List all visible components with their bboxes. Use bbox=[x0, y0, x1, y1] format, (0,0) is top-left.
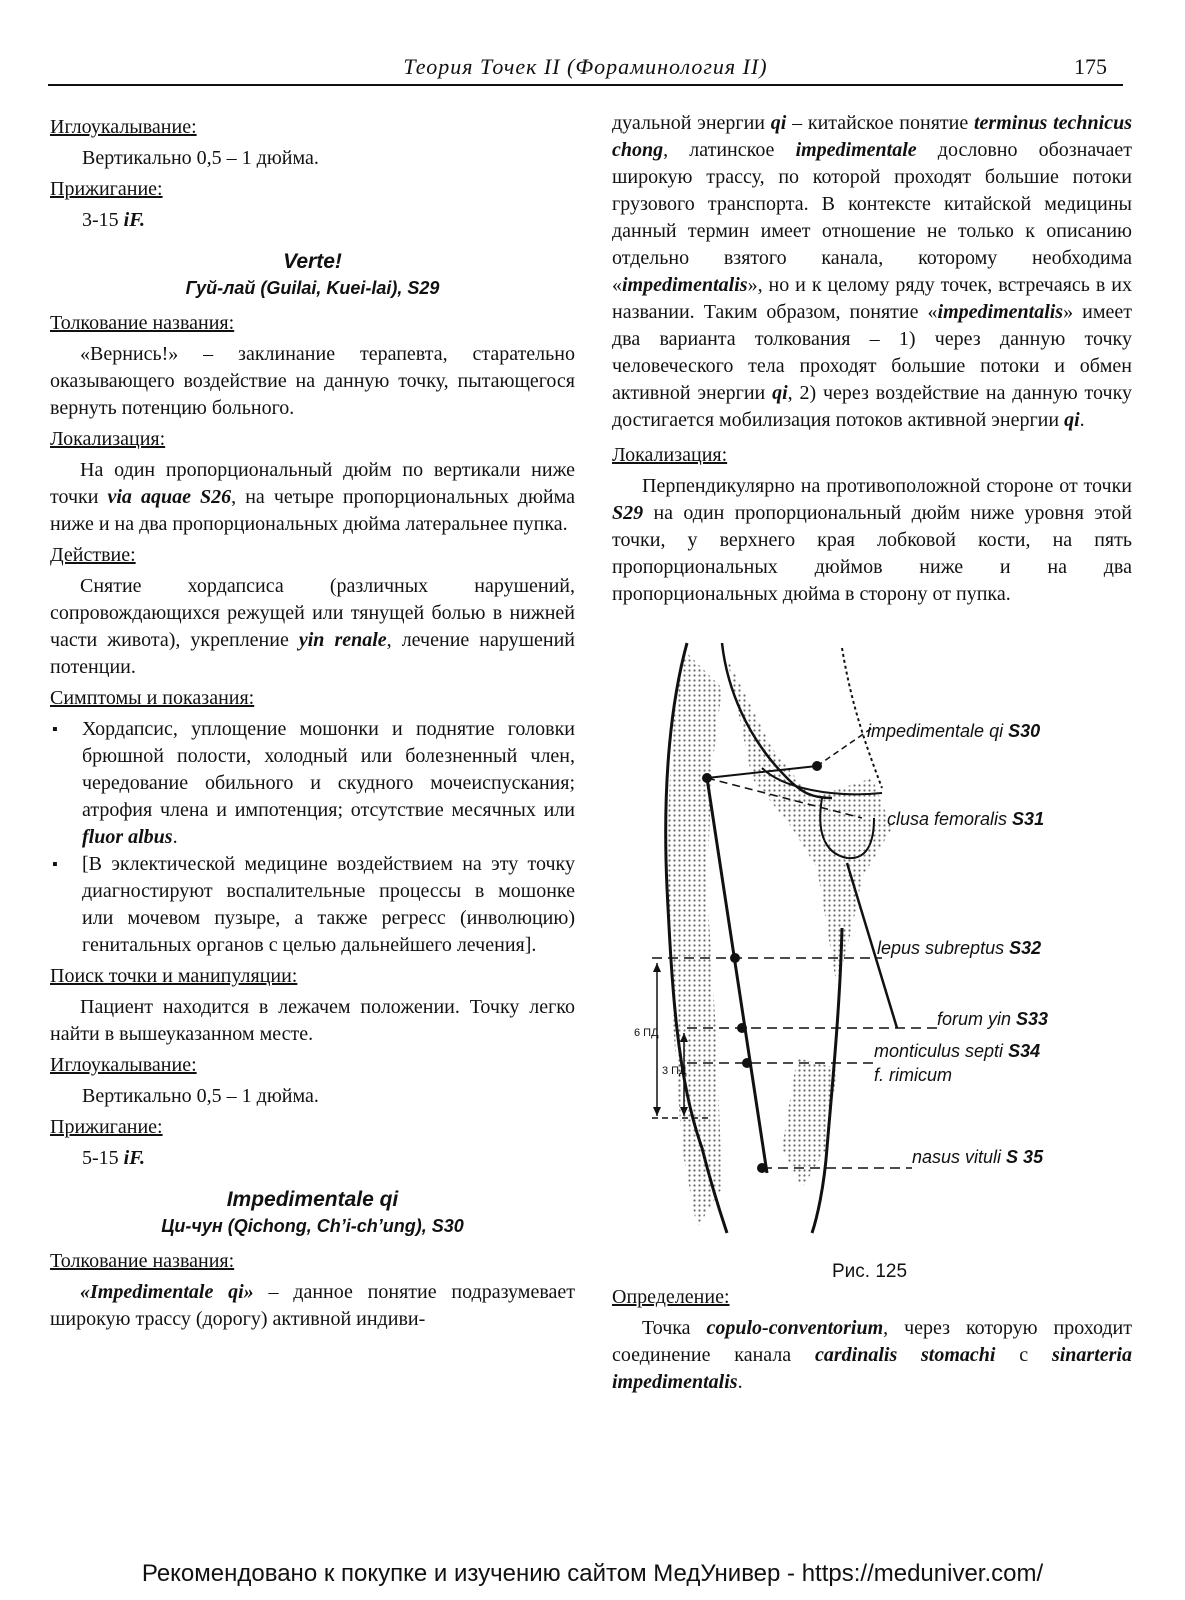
point-label-rimicum: f. rimicum bbox=[874, 1065, 952, 1085]
footer-note: Рекомендовано к покупке и изучению сайтом МедУнивер - https://meduniver.com/ bbox=[141, 1560, 1044, 1587]
text: . bbox=[172, 826, 178, 848]
point-title: Impedimentale qi bbox=[226, 1188, 399, 1211]
text: impedimentale qi bbox=[867, 721, 1009, 741]
paragraph: Вертикально 0,5 – 1 дюйма. bbox=[82, 147, 319, 169]
paragraph: Вертикально 0,5 – 1 дюйма. bbox=[82, 1085, 319, 1107]
paragraph: «Вернись!» – заклинание терапевта, старательно оказывающего воздействие на данную точку, пытающегося вернуть потенцию больного. bbox=[50, 343, 575, 419]
text: impedimentalis bbox=[937, 301, 1064, 323]
text: clusa femoralis bbox=[887, 809, 1013, 829]
text: , через которую проходит соединение канала bbox=[612, 1317, 1132, 1366]
page-number: 175 bbox=[1074, 54, 1107, 79]
section-label: Толкование названия: bbox=[50, 312, 235, 334]
symptom-list bbox=[50, 716, 575, 959]
point-label-s34 bbox=[874, 1038, 1040, 1065]
dimension-label: 3 ПД bbox=[662, 1065, 687, 1077]
text: , лечение нарушений потенции. bbox=[50, 629, 576, 678]
point-label-s33 bbox=[937, 1006, 1048, 1033]
section-label: Локализация: bbox=[50, 428, 166, 450]
text: , 2) через воздействие на данную точку достигается мобилизация потоков активной энергии bbox=[612, 382, 1132, 431]
text: Хордапсис, уплощение мошонки и поднятие головки брюшной полости, холодный или болезненный член, чередование обильного и скудного мочеиспускания; атрофия члена и импотенция; отсутствие месячных или bbox=[82, 718, 575, 821]
paragraph bbox=[50, 1145, 575, 1172]
section-label: Действие: bbox=[50, 544, 136, 566]
leader-line bbox=[817, 728, 872, 766]
text: S34 bbox=[1008, 1041, 1041, 1061]
paragraph bbox=[612, 110, 1132, 434]
text: sinarteria impedimentalis bbox=[612, 1344, 1132, 1393]
text: Точка bbox=[642, 1317, 707, 1339]
point-label-s32 bbox=[877, 935, 1041, 962]
point-subtitle: Ци-чун (Qichong, Ch’i-ch’ung), S30 bbox=[161, 1216, 464, 1236]
text: lepus subreptus bbox=[877, 938, 1010, 958]
section-label: Иглоукалывание: bbox=[50, 1054, 197, 1076]
text: . bbox=[1079, 409, 1085, 431]
point-marker bbox=[702, 773, 712, 783]
text: S 35 bbox=[1006, 1147, 1044, 1167]
text: via aquae S26 bbox=[107, 486, 232, 508]
text: . bbox=[737, 1371, 743, 1393]
text: » имеет два варианта толкования – 1) через данную точку человеческого тела проходят большие потоки и обмен активной энергии bbox=[612, 301, 1132, 404]
text: fluor albus bbox=[82, 826, 173, 848]
text: На один пропорциональный дюйм по вертикали ниже точки bbox=[50, 459, 575, 508]
point-label-s30 bbox=[867, 718, 1040, 745]
text: terminus technicus chong bbox=[612, 112, 1132, 161]
left-column bbox=[50, 110, 575, 1333]
point-title: Verte! bbox=[283, 250, 342, 273]
text: – данное понятие подразумевает широкую трассу (дорогу) активной индиви- bbox=[50, 1281, 575, 1330]
text: S33 bbox=[1016, 1009, 1049, 1029]
text: qi bbox=[770, 112, 787, 134]
section-label: Поиск точки и манипуляции: bbox=[50, 965, 298, 987]
paragraph bbox=[50, 457, 575, 538]
paragraph bbox=[612, 1315, 1132, 1396]
section-label: Прижигание: bbox=[50, 178, 163, 200]
text: monticulus septi bbox=[874, 1041, 1009, 1061]
text: Перпендикулярно на противоположной стороне от точки bbox=[642, 475, 1132, 497]
text: copulo-conventorium bbox=[706, 1317, 884, 1339]
text: на один пропорциональный дюйм ниже уровня этой точки, у верхнего края лобковой кости, на пять пропорциональных дюймов ниже и на два пропорциональных дюйма в сторону от пупка. bbox=[612, 502, 1132, 605]
figure-caption: Рис. 125 bbox=[832, 1261, 908, 1282]
text: qi bbox=[1064, 409, 1080, 431]
running-title: Теория Точек II (Фораминология II) bbox=[403, 54, 768, 79]
paragraph bbox=[50, 207, 575, 234]
list-item: ▪ [В эклектической медицине воздействием на эту точку диагностируют воспалительные процессы в мошонке или мочевом пузыре, а также регресс (инволюцию) генитальных органов с целью дальнейшего лечения]. bbox=[82, 851, 575, 959]
text: iF. bbox=[123, 1147, 145, 1169]
text: дуальной энергии bbox=[612, 112, 771, 134]
text: дословно обозначает широкую трассу, по которой проходят большие потоки грузового транспорта. В контексте китайской медицины данный термин имеет отношение не только к описанию отдельно взятого канала, которому необходима « bbox=[612, 139, 1132, 296]
text: », но и к целому ряду точек, встречаясь в их названии. Таким образом, понятие « bbox=[612, 274, 1132, 323]
text: S32 bbox=[1009, 938, 1042, 958]
shaded-region bbox=[667, 648, 722, 1228]
text: 5-15 bbox=[82, 1147, 124, 1169]
text: с bbox=[995, 1344, 1052, 1366]
section-label: Иглоукалывание: bbox=[50, 116, 197, 138]
text: cardinalis stomachi bbox=[814, 1344, 996, 1366]
section-label: Прижигание: bbox=[50, 1116, 163, 1138]
point-subtitle: Гуй-лай (Guilai, Kuei-lai), S29 bbox=[185, 278, 440, 298]
text: , латинское bbox=[663, 139, 796, 161]
point-label-s35 bbox=[912, 1144, 1043, 1171]
right-column bbox=[612, 110, 1132, 1396]
text: , на четыре пропорциональных дюйма ниже и на два пропорциональных дюйма латеральнее пупка. bbox=[50, 486, 575, 535]
text: forum yin bbox=[937, 1009, 1017, 1029]
paragraph bbox=[612, 473, 1132, 608]
page-header bbox=[48, 50, 1123, 86]
paragraph bbox=[50, 573, 575, 681]
dimension-label: 6 ПД bbox=[634, 1027, 659, 1039]
text: 3-15 bbox=[82, 209, 124, 231]
text: S29 bbox=[612, 502, 644, 524]
paragraph bbox=[50, 1279, 575, 1333]
shaded-region bbox=[727, 658, 892, 988]
leg-diagram bbox=[612, 628, 1132, 1288]
section-label: Локализация: bbox=[612, 444, 728, 466]
text: – китайское понятие bbox=[786, 112, 974, 134]
section-label: Симптомы и показания: bbox=[50, 687, 255, 709]
text: iF. bbox=[123, 209, 145, 231]
paragraph: Пациент находится в лежачем положении. Точку легко найти в вышеуказанном месте. bbox=[50, 996, 575, 1045]
section-label: Определение: bbox=[612, 1286, 730, 1308]
text: qi bbox=[772, 382, 788, 404]
text: S31 bbox=[1012, 809, 1045, 829]
text: S30 bbox=[1008, 721, 1041, 741]
text: yin renale bbox=[298, 629, 387, 651]
text: nasus vituli bbox=[912, 1147, 1007, 1167]
text: impedimentale bbox=[795, 139, 917, 161]
section-label: Толкование названия: bbox=[50, 1250, 235, 1272]
text: Снятие хордапсиса (различных нарушений, сопровождающихся режущей или тянущей болью в нижней части живота), укрепление bbox=[50, 575, 575, 651]
point-label-s31 bbox=[887, 806, 1044, 833]
list-item bbox=[82, 716, 575, 851]
text: «Impedimentale qi» bbox=[80, 1281, 254, 1303]
text: impedimentalis bbox=[622, 274, 748, 296]
